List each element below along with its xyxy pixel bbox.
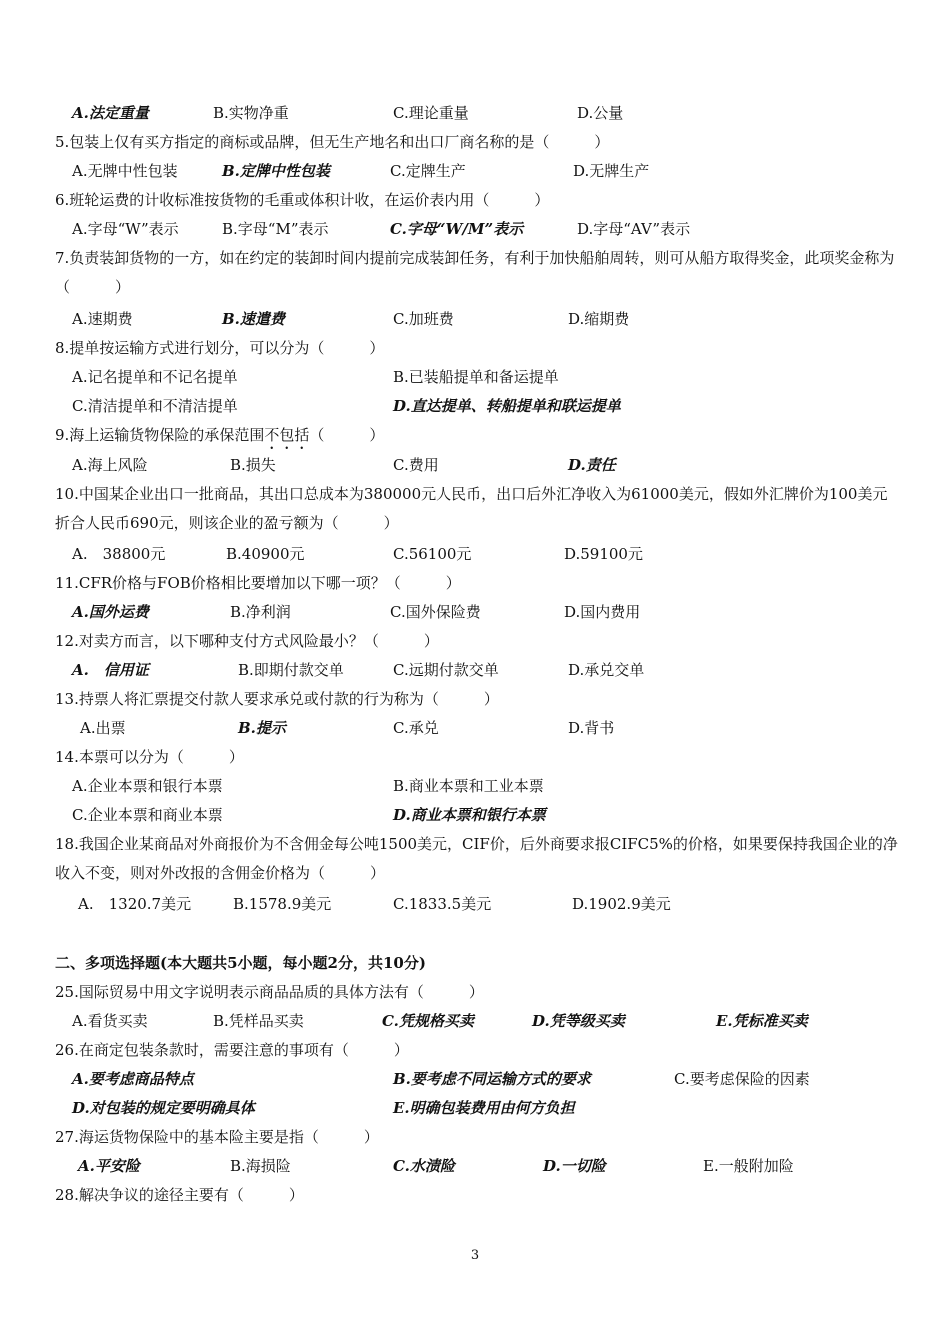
q25-option-e: E.凭标准买卖 xyxy=(716,1012,808,1030)
q9-stem xyxy=(55,421,384,453)
q11-stem-line xyxy=(0,569,950,598)
q5-options xyxy=(0,157,950,186)
q18-option-a: A. 1320.7美元 xyxy=(78,895,192,913)
q4-option-b: B.实物净重 xyxy=(213,104,289,122)
q10-option-c: C.56100元 xyxy=(393,545,472,563)
q12-option-c: C.远期付款交单 xyxy=(393,661,499,679)
q26-option-e: E.明确包装费用由何方负担 xyxy=(393,1099,575,1117)
q6-option-b: B.字母“M”表示 xyxy=(222,220,329,238)
q26-options-row1 xyxy=(0,1065,950,1094)
q12-option-b: B.即期付款交单 xyxy=(238,661,344,679)
q18-stem: 18.我国企业某商品对外商报价为不含佣金每公吨1500美元，CIF价，后外商要求报CIFC5%的价格，如果要保持我国企业的净收入不变，则对外改报的含佣金价格为（ ） xyxy=(55,835,898,882)
q10-options xyxy=(0,540,950,569)
q6-stem-line xyxy=(0,186,950,215)
q5-stem: 5.包装上仅有买方指定的商标或品牌，但无生产地名和出口厂商名称的是（ ） xyxy=(55,133,610,151)
q12-option-d: D.承兑交单 xyxy=(568,661,645,679)
q13-stem-line xyxy=(0,685,950,714)
q18-option-d: D.1902.9美元 xyxy=(572,895,671,913)
q6-stem: 6.班轮运费的计收标准按货物的毛重或体积计收，在运价表内用（ ） xyxy=(55,191,550,209)
q9-stem-part1: 9.海上运输货物保险的承保范围 xyxy=(55,426,265,444)
q9-option-c: C.费用 xyxy=(393,456,439,474)
q27-options xyxy=(0,1152,950,1181)
q18-option-b: B.1578.9美元 xyxy=(233,895,332,913)
q7-option-c: C.加班费 xyxy=(393,310,454,328)
q9-option-a: A.海上风险 xyxy=(72,456,148,474)
q7-option-b: B.速遣费 xyxy=(222,310,285,328)
q18-options xyxy=(0,890,950,919)
q13-option-a: A.出票 xyxy=(80,719,126,737)
q25-options xyxy=(0,1007,950,1036)
q9-stem-emphasis: 不包括 xyxy=(264,426,310,444)
q4-option-d: D.公量 xyxy=(577,104,624,122)
q9-stem-part3: （ ） xyxy=(309,426,385,444)
q27-option-a: A.平安险 xyxy=(78,1157,140,1175)
q8-stem-line xyxy=(0,334,950,363)
q6-options xyxy=(0,215,950,244)
q9-options xyxy=(0,451,950,480)
q7-option-d: D.缩期费 xyxy=(568,310,630,328)
q14-stem-line xyxy=(0,743,950,772)
q5-stem-line xyxy=(0,128,950,157)
q6-option-d: D.字母“AV”表示 xyxy=(577,220,691,238)
q14-stem: 14.本票可以分为（ ） xyxy=(55,748,244,766)
q11-options xyxy=(0,598,950,627)
q8-options-row1 xyxy=(0,363,950,392)
q25-option-d: D.凭等级买卖 xyxy=(532,1012,625,1030)
q25-option-b: B.凭样品买卖 xyxy=(213,1012,304,1030)
q26-option-a: A.要考虑商品特点 xyxy=(72,1070,194,1088)
q14-option-a: A.企业本票和银行本票 xyxy=(72,777,223,795)
q10-option-a: A. 38800元 xyxy=(72,545,166,563)
q7-stem: 7.负责装卸货物的一方，如在约定的装卸时间内提前完成装卸任务，有利于加快船舶周转，则可从船方取得奖金，此项奖金称为（ ） xyxy=(55,249,895,296)
section-heading-multiple-choice: 二、多项选择题(本大题共5小题，每小题2分，共10分) xyxy=(55,954,426,972)
q27-option-e: E.一般附加险 xyxy=(703,1157,794,1175)
q5-option-a: A.无牌中性包装 xyxy=(72,162,178,180)
q8-option-d: D.直达提单、转船提单和联运提单 xyxy=(393,397,621,415)
q9-stem-line xyxy=(0,421,950,450)
q27-stem-line xyxy=(0,1123,950,1152)
q13-options xyxy=(0,714,950,743)
q14-option-b: B.商业本票和工业本票 xyxy=(393,777,544,795)
q26-option-c: C.要考虑保险的因素 xyxy=(674,1070,810,1088)
q12-stem-line xyxy=(0,627,950,656)
q8-option-b: B.已装船提单和备运提单 xyxy=(393,368,559,386)
q25-option-a: A.看货买卖 xyxy=(72,1012,148,1030)
q10-stem-line xyxy=(0,480,950,538)
q27-option-d: D.一切险 xyxy=(543,1157,606,1175)
q8-stem: 8.提单按运输方式进行划分，可以分为（ ） xyxy=(55,339,385,357)
q10-option-d: D.59100元 xyxy=(564,545,643,563)
q12-options xyxy=(0,656,950,685)
q14-option-c: C.企业本票和商业本票 xyxy=(72,806,223,824)
q27-option-c: C.水渍险 xyxy=(393,1157,455,1175)
q27-option-b: B.海损险 xyxy=(230,1157,291,1175)
q28-stem: 28.解决争议的途径主要有（ ） xyxy=(55,1186,304,1204)
q8-option-a: A.记名提单和不记名提单 xyxy=(72,368,238,386)
q5-option-c: C.定牌生产 xyxy=(390,162,466,180)
q9-option-d: D.责任 xyxy=(568,456,616,474)
q26-stem-line xyxy=(0,1036,950,1065)
q7-option-a: A.速期费 xyxy=(72,310,133,328)
q13-option-c: C.承兑 xyxy=(393,719,439,737)
q12-option-a: A. 信用证 xyxy=(72,661,149,679)
q4-option-c: C.理论重量 xyxy=(393,104,469,122)
page-number: 3 xyxy=(470,1248,480,1263)
q26-option-b: B.要考虑不同运输方式的要求 xyxy=(393,1070,591,1088)
q4-options xyxy=(0,99,950,128)
q26-option-d: D.对包装的规定要明确具体 xyxy=(72,1099,255,1117)
q10-option-b: B.40900元 xyxy=(226,545,305,563)
q6-option-c: C.字母“W/M”表示 xyxy=(390,220,524,238)
q12-stem: 12.对卖方而言，以下哪种支付方式风险最小？（ ） xyxy=(55,632,439,650)
q14-options-row1 xyxy=(0,772,950,801)
q11-option-d: D.国内费用 xyxy=(564,603,641,621)
q14-options-row2 xyxy=(0,801,950,830)
q7-options xyxy=(0,305,950,334)
q26-stem: 26.在商定包装条款时，需要注意的事项有（ ） xyxy=(55,1041,409,1059)
q28-stem-line xyxy=(0,1181,950,1210)
q4-option-a: A.法定重量 xyxy=(72,104,149,122)
q11-option-a: A.国外运费 xyxy=(72,603,149,621)
q7-stem-line xyxy=(0,244,950,302)
q8-options-row2 xyxy=(0,392,950,421)
q10-stem: 10.中国某企业出口一批商品，其出口总成本为380000元人民币，出口后外汇净收入为61000美元，假如外汇牌价为100美元折合人民币690元，则该企业的盈亏额为（ ） xyxy=(55,485,888,532)
q11-option-c: C.国外保险费 xyxy=(390,603,481,621)
q11-option-b: B.净利润 xyxy=(230,603,291,621)
q18-stem-line xyxy=(0,830,950,888)
q9-option-b: B.损失 xyxy=(230,456,276,474)
q13-option-d: D.背书 xyxy=(568,719,615,737)
q13-stem: 13.持票人将汇票提交付款人要求承兑或付款的行为称为（ ） xyxy=(55,690,499,708)
q18-option-c: C.1833.5美元 xyxy=(393,895,492,913)
q8-option-c: C.清洁提单和不清洁提单 xyxy=(72,397,238,415)
q13-option-b: B.提示 xyxy=(238,719,286,737)
q26-options-row2 xyxy=(0,1094,950,1123)
q25-stem: 25.国际贸易中用文字说明表示商品品质的具体方法有（ ） xyxy=(55,983,484,1001)
q6-option-a: A.字母“W”表示 xyxy=(72,220,179,238)
q25-stem-line xyxy=(0,978,950,1007)
q14-option-d: D.商业本票和银行本票 xyxy=(393,806,546,824)
q11-stem: 11.CFR价格与FOB价格相比要增加以下哪一项？（ ） xyxy=(55,574,461,592)
q25-option-c: C.凭规格买卖 xyxy=(382,1012,474,1030)
q27-stem: 27.海运货物保险中的基本险主要是指（ ） xyxy=(55,1128,379,1146)
q5-option-d: D.无牌生产 xyxy=(573,162,650,180)
q5-option-b: B.定牌中性包装 xyxy=(222,162,330,180)
